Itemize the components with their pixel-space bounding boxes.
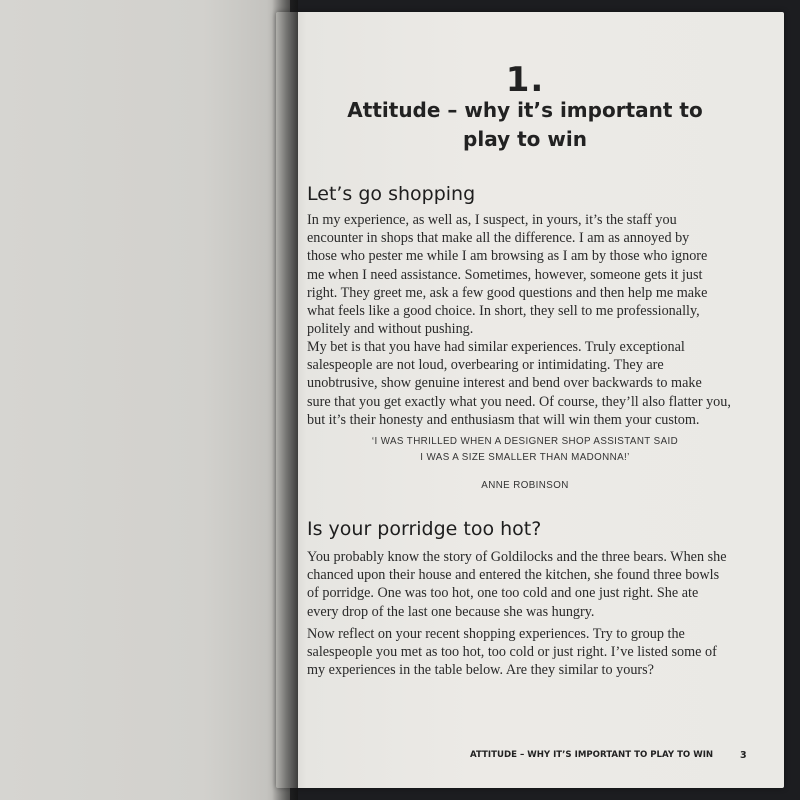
text-line: of porridge. One was too hot, one too cold and one just right. She ate: [307, 585, 699, 602]
paragraph-porridge-2: [307, 625, 747, 680]
page-number: 3: [740, 750, 747, 761]
chapter-number: 1.: [505, 60, 545, 100]
text-line: sure that you get exactly what you need. Of course, they’ll also flatter you,: [307, 393, 731, 410]
chapter-title-line: Attitude – why it’s important to: [347, 98, 703, 122]
text-line: those who pester me while I am browsing as I am by those who ignore: [307, 248, 708, 265]
quote-attribution: ANNE ROBINSON: [481, 480, 569, 491]
text-line: my experiences in the table below. Are they similar to yours?: [307, 662, 654, 679]
paragraph-shopping-1: [307, 211, 747, 338]
text-line: Now reflect on your recent shopping experiences. Try to group the: [307, 626, 685, 642]
text-line: In my experience, as well as, I suspect, in yours, it’s the staff you: [307, 212, 677, 228]
text-line: encounter in shops that make all the difference. I am as annoyed by: [307, 230, 690, 247]
text-line: salespeople are not loud, overbearing or intimidating. They are: [307, 357, 664, 374]
text-line: what feels like a good choice. In short, they sell to me professionally,: [307, 303, 700, 320]
section-heading-shopping: Let’s go shopping: [307, 183, 476, 205]
text-line: salespeople you met as too hot, too cold or just right. I’ve listed some of: [307, 644, 717, 661]
text-line: every drop of the last one because she was hungry.: [307, 603, 595, 620]
paragraph-porridge-1: [307, 548, 747, 621]
text-line: My bet is that you have had similar experiences. Truly exceptional: [307, 339, 685, 355]
section-heading-porridge: Is your porridge too hot?: [307, 518, 542, 540]
text-line: but it’s their honesty and enthusiasm that will win them your custom.: [307, 411, 700, 428]
text-line: chanced upon their house and entered the kitchen, she found three bowls: [307, 567, 720, 584]
pull-quote: [340, 434, 710, 466]
running-footer: ATTITUDE – WHY IT’S IMPORTANT TO PLAY TO WIN: [470, 750, 714, 760]
text-line: unobtrusive, show genuine interest and bend over backwards to make: [307, 375, 702, 392]
text-line: politely and without pushing.: [307, 321, 474, 338]
text-line: me when I need assistance. Sometimes, however, someone gets it just: [307, 266, 703, 283]
quote-line: I WAS A SIZE SMALLER THAN MADONNA!’: [420, 452, 630, 463]
quote-line: ‘I WAS THRILLED WHEN A DESIGNER SHOP ASSISTANT SAID: [371, 436, 679, 447]
chapter-title-line: play to win: [463, 127, 587, 151]
text-line: You probably know the story of Goldilocks and the three bears. When she: [307, 549, 727, 565]
paragraph-shopping-2: [307, 338, 747, 429]
chapter-title: [330, 96, 720, 154]
text-line: right. They greet me, ask a few good questions and then help me make: [307, 284, 708, 301]
